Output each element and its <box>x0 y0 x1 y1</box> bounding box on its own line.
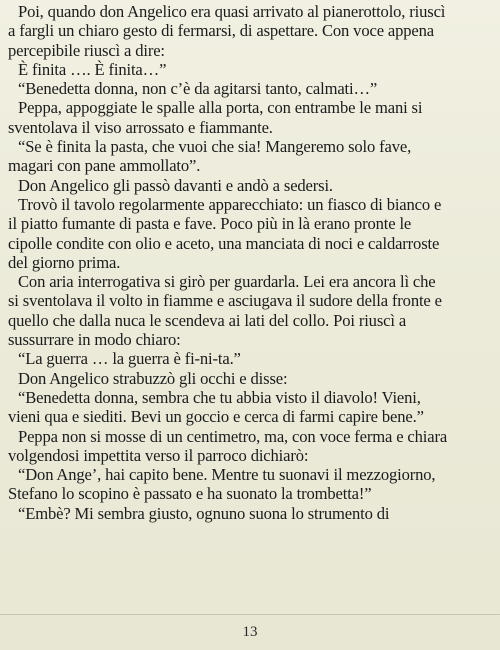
text-line: Trovò il tavolo regolarmente apparecchiato: un fiasco di bianco e <box>18 194 442 214</box>
footer-divider <box>0 614 500 615</box>
text-line: Don Angelico strabuzzò gli occhi e disse: <box>18 368 288 388</box>
text-line: volgendosi impettita verso il parroco dichiarò: <box>8 445 309 465</box>
text-line: “Embè? Mi sembra giusto, ognuno suona lo strumento di <box>18 503 390 523</box>
text-line: sussurrare in modo chiaro: <box>8 330 181 350</box>
text-line: Con aria interrogativa si girò per guardarla. Lei era ancora lì che <box>18 272 436 292</box>
text-line: Peppa, appoggiate le spalle alla porta, con entrambe le mani si <box>18 98 423 118</box>
page-number: 13 <box>242 624 258 640</box>
text-line: il piatto fumante di pasta e fave. Poco più in là erano pronte le <box>8 214 412 234</box>
text-line: Don Angelico gli passò davanti e andò a sedersi. <box>18 175 333 195</box>
text-line: vieni qua e siediti. Bevi un goccio e cerca di farmi capire bene.” <box>8 407 424 427</box>
text-line: si sventolava il volto in fiamme e asciugava il sudore della fronte e <box>8 291 442 311</box>
text-line: sventolava il viso arrossato e fiammante. <box>8 117 273 137</box>
text-line: “La guerra … la guerra è fi-ni-ta.” <box>18 349 241 369</box>
text-line: percepibile riuscì a dire: <box>8 40 165 60</box>
text-line: “Se è finita la pasta, che vuoi che sia! Mangeremo solo fave, <box>18 137 412 157</box>
text-line: “Benedetta donna, non c’è da agitarsi tanto, calmati…” <box>18 79 378 99</box>
text-line: “Benedetta donna, sembra che tu abbia visto il diavolo! Vieni, <box>18 387 421 407</box>
text-line: quello che dalla nuca le scendeva ai lati del collo. Poi riuscì a <box>8 310 407 330</box>
text-line: Peppa non si mosse di un centimetro, ma, con voce ferma e chiara <box>18 426 448 446</box>
text-line: cipolle condite con olio e aceto, una manciata di noci e caldarroste <box>8 233 440 253</box>
text-line: a fargli un chiaro gesto di fermarsi, di aspettare. Con voce appena <box>8 21 434 41</box>
text-line: “Don Ange’, hai capito bene. Mentre tu suonavi il mezzogiorno, <box>18 465 436 485</box>
text-line: È finita …. È finita…” <box>18 59 167 79</box>
text-line: Poi, quando don Angelico era quasi arrivato al pianerottolo, riuscì <box>18 2 446 21</box>
body-text <box>8 2 494 523</box>
text-line: del giorno prima. <box>8 252 121 272</box>
text-line: Stefano lo scopino è passato e ha suonato la trombetta!” <box>8 484 372 504</box>
text-line: magari con pane ammollato”. <box>8 156 201 176</box>
